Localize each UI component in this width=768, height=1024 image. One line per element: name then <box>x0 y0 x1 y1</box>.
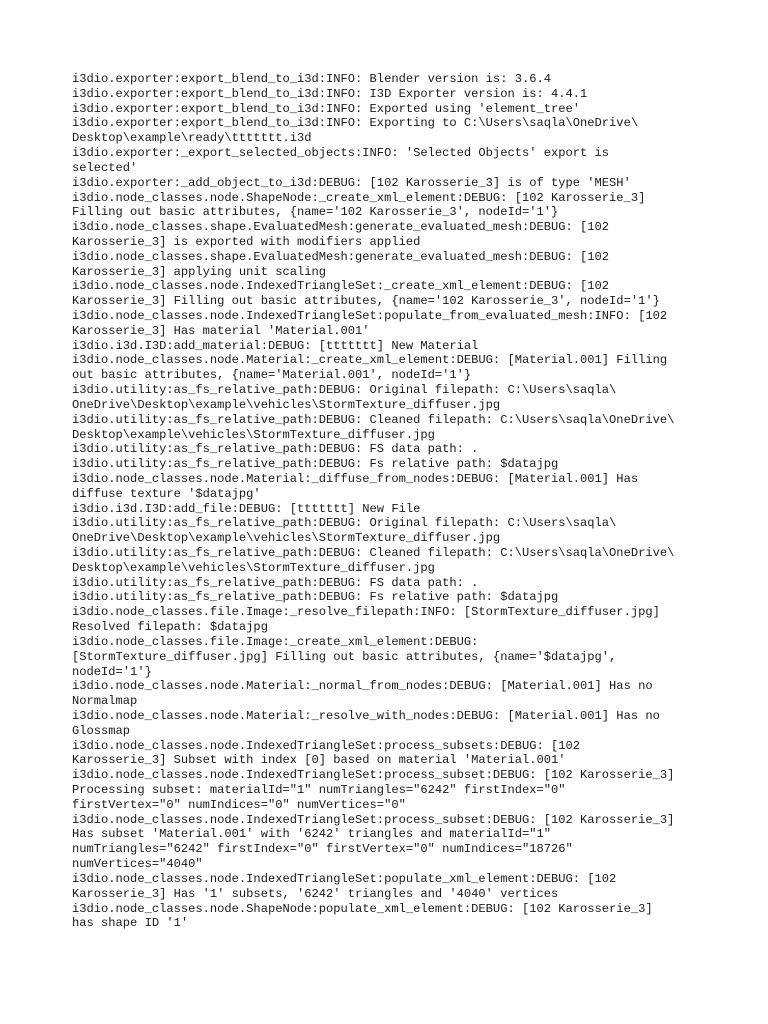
log-line: Resolved filepath: $datajpg <box>72 620 268 635</box>
log-line: i3dio.exporter:export_blend_to_i3d:INFO: Exported using 'element_tree' <box>72 101 581 116</box>
log-line: i3dio.node_classes.node.IndexedTriangleSet:populate_from_evaluated_mesh:INFO: [102 <box>72 309 668 323</box>
log-line: i3dio.node_classes.node.Material:_create_xml_element:DEBUG: [Material.001] Filling <box>72 353 668 368</box>
log-line: selected' <box>72 160 138 175</box>
log-line: i3dio.utility:as_fs_relative_path:DEBUG: Cleaned filepath: C:\Users\saqla\OneDrive\ <box>72 412 675 427</box>
log-line: i3dio.node_classes.file.Image:_create_xml_element:DEBUG: <box>72 634 479 649</box>
log-line: i3dio.utility:as_fs_relative_path:DEBUG: FS data path: . <box>72 575 479 590</box>
log-line: has shape ID '1' <box>72 916 189 931</box>
log-line: Has subset 'Material.001' with '6242' triangles and materialId="1" <box>72 827 551 842</box>
log-line: i3dio.node_classes.node.ShapeNode:populate_xml_element:DEBUG: [102 Karosserie_3] <box>72 901 653 916</box>
log-line: Normalmap <box>72 694 138 709</box>
log-line: i3dio.node_classes.shape.EvaluatedMesh:generate_evaluated_mesh:DEBUG: [102 <box>72 220 610 235</box>
log-line: Karosserie_3] is exported with modifiers applied <box>72 234 421 249</box>
log-line: i3dio.i3d.I3D:add_material:DEBUG: [ttttttt] New Material <box>72 338 479 353</box>
log-line: Desktop\example\vehicles\StormTexture_diffuser.jpg <box>72 560 435 575</box>
log-line: i3dio.node_classes.shape.EvaluatedMesh:generate_evaluated_mesh:DEBUG: [102 <box>72 249 610 264</box>
log-line: i3dio.node_classes.node.IndexedTriangleSet:process_subset:DEBUG: [102 Karosserie_3] <box>72 768 675 783</box>
log-line: i3dio.node_classes.node.Material:_normal_from_nodes:DEBUG: [Material.001] Has no <box>72 679 653 694</box>
log-line: i3dio.exporter:_export_selected_objects:INFO: 'Selected Objects' export is <box>72 146 610 161</box>
log-line: Karosserie_3] applying unit scaling <box>72 264 327 279</box>
log-line: Karosserie_3] Subset with index [0] based on material 'Material.001' <box>72 753 566 768</box>
log-line: firstVertex="0" numIndices="0" numVertices="0" <box>72 797 406 812</box>
log-line: diffuse texture '$datajpg' <box>72 486 261 501</box>
log-line: Filling out basic attributes, {name='102 Karosserie_3', nodeId='1'} <box>72 205 559 220</box>
log-line: numVertices="4040" <box>72 857 203 872</box>
log-line: i3dio.exporter:export_blend_to_i3d:INFO: I3D Exporter version is: 4.4.1 <box>72 86 588 101</box>
log-line: i3dio.node_classes.node.IndexedTriangleSet:_create_xml_element:DEBUG: [102 <box>72 279 610 294</box>
log-line: Karosserie_3] Has material 'Material.001' <box>72 323 370 338</box>
log-line: Karosserie_3] Has '1' subsets, '6242' triangles and '4040' vertices <box>72 886 559 901</box>
log-line: nodeId='1'} <box>72 664 152 679</box>
log-line: Desktop\example\vehicles\StormTexture_diffuser.jpg <box>72 427 435 442</box>
log-line: numTriangles="6242" firstIndex="0" firstVertex="0" numIndices="18726" <box>72 842 573 857</box>
log-line: Karosserie_3] Filling out basic attributes, {name='102 Karosserie_3', nodeId='1'} <box>72 294 660 309</box>
log-line: OneDrive\Desktop\example\vehicles\StormTexture_diffuser.jpg <box>72 531 501 546</box>
log-line: i3dio.node_classes.node.Material:_diffuse_from_nodes:DEBUG: [Material.001] Has <box>72 471 639 486</box>
log-line: Processing subset: materialId="1" numTriangles="6242" firstIndex="0" <box>72 783 566 797</box>
log-line: i3dio.node_classes.node.ShapeNode:_create_xml_element:DEBUG: [102 Karosserie_3] <box>72 190 646 205</box>
log-line: i3dio.exporter:export_blend_to_i3d:INFO: Exporting to C:\Users\saqla\OneDrive\ <box>72 116 639 131</box>
log-line: i3dio.node_classes.node.IndexedTriangleSet:process_subset:DEBUG: [102 Karosserie_3] <box>72 812 675 827</box>
log-line: out basic attributes, {name='Material.001', nodeId='1'} <box>72 368 472 383</box>
log-line: i3dio.i3d.I3D:add_file:DEBUG: [ttttttt] New File <box>72 501 421 516</box>
log-line: i3dio.node_classes.node.IndexedTriangleSet:process_subsets:DEBUG: [102 <box>72 738 581 753</box>
log-line: i3dio.node_classes.node.Material:_resolve_with_nodes:DEBUG: [Material.001] Has no <box>72 708 660 723</box>
log-line: i3dio.utility:as_fs_relative_path:DEBUG: Fs relative path: $datajpg <box>72 590 559 605</box>
log-line: i3dio.node_classes.node.IndexedTriangleSet:populate_xml_element:DEBUG: [102 <box>72 871 617 886</box>
log-line: i3dio.node_classes.file.Image:_resolve_filepath:INFO: [StormTexture_diffuser.jpg] <box>72 605 660 620</box>
log-line: i3dio.exporter:export_blend_to_i3d:INFO: Blender version is: 3.6.4 <box>72 72 551 86</box>
log-line: i3dio.exporter:_add_object_to_i3d:DEBUG: [102 Karosserie_3] is of type 'MESH' <box>72 175 631 190</box>
log-line: i3dio.utility:as_fs_relative_path:DEBUG: Original filepath: C:\Users\saqla\ <box>72 383 617 398</box>
log-line: Glossmap <box>72 723 131 738</box>
log-line: Desktop\example\ready\ttttttt.i3d <box>72 131 312 146</box>
log-line: i3dio.utility:as_fs_relative_path:DEBUG: Cleaned filepath: C:\Users\saqla\OneDrive\ <box>72 546 675 560</box>
log-line: OneDrive\Desktop\example\vehicles\StormTexture_diffuser.jpg <box>72 397 501 412</box>
log-line: [StormTexture_diffuser.jpg] Filling out basic attributes, {name='$datajpg', <box>72 649 617 664</box>
log-output <box>72 72 702 931</box>
log-line: i3dio.utility:as_fs_relative_path:DEBUG: FS data path: . <box>72 442 479 457</box>
log-line: i3dio.utility:as_fs_relative_path:DEBUG: Original filepath: C:\Users\saqla\ <box>72 516 617 531</box>
log-line: i3dio.utility:as_fs_relative_path:DEBUG: Fs relative path: $datajpg <box>72 457 559 472</box>
